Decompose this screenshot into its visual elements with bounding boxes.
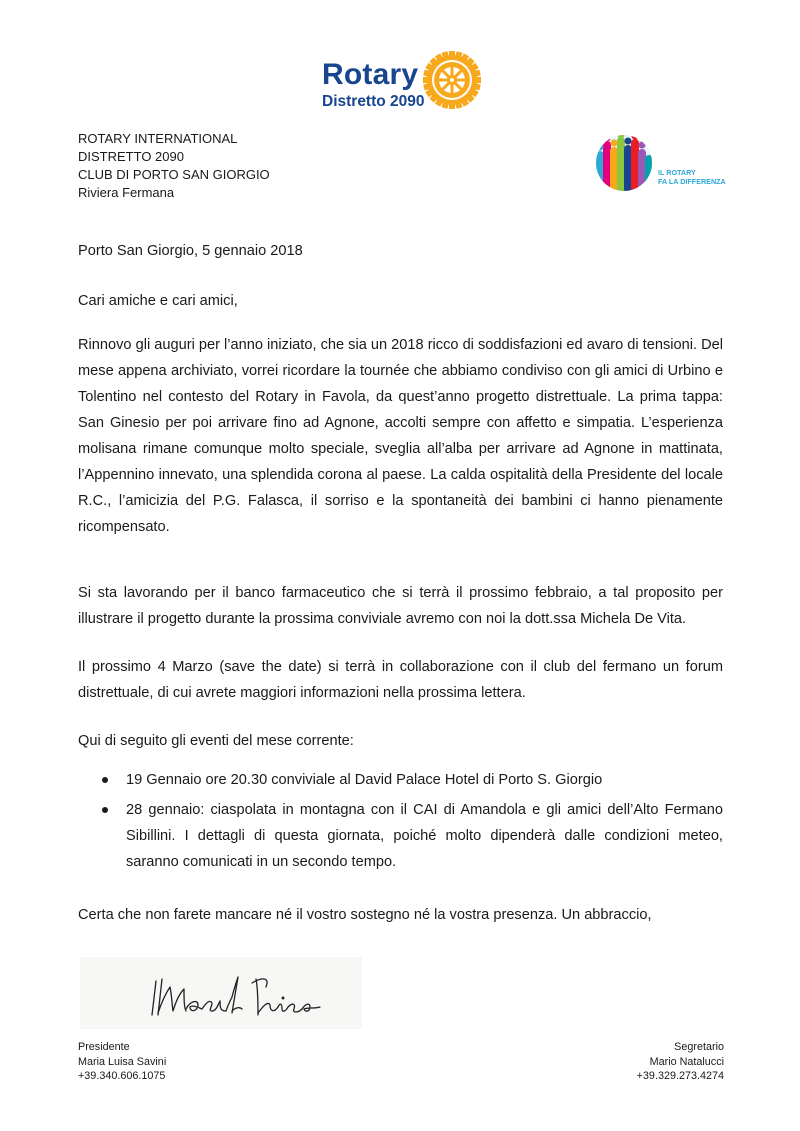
greeting: Cari amiche e cari amici, bbox=[78, 293, 238, 309]
sender-line-organization: ROTARY INTERNATIONAL bbox=[78, 131, 238, 146]
paragraph-forum: Il prossimo 4 Marzo (save the date) si terrà in collaborazione con il club del fermano un forum distrettuale, di cui avrete maggiori informazioni nella prossima lettera. bbox=[78, 659, 723, 701]
bullet-icon bbox=[102, 807, 108, 813]
paragraph-events-intro: Qui di seguito gli eventi del mese corrente: bbox=[78, 733, 354, 749]
paragraph-pharma-bank: Si sta lavorando per il banco farmaceutico che si terrà il prossimo febbraio, a tal proposito per illustrare il progetto durante la prossima conviviale avremo con noi la dott.ssa Michela De Vita. bbox=[78, 585, 723, 627]
paragraph-tour: Rinnovo gli auguri per l’anno iniziato, che sia un 2018 ricco di soddisfazioni ed avaro di tensioni. Del mese appena archiviato, vorrei ricordare la tournée che abbiamo condiviso con gli amici di Urbino e Tolentino nel contesto del Rotary in Favola, da quest’anno progetto distrettuale. La prima tappa: San Ginesio per poi arrivare fino ad Agnone, accolti sempre con affetto e simpatia. L’esperienza molisana rimane comunque molto speciale, sveglia all’alba per arrivare ad Agnone in mattinata, l’Appennino innevato, una splendida corona al paese. La calda ospitalità della Presidente del locale R.C., l’amicizia del P.G. Falasca, il sorriso e la spontaneità dei bambini ci hanno pienamente ricompensato. bbox=[78, 337, 723, 535]
rotary-wheel-icon bbox=[422, 50, 482, 110]
secretary-role: Segretario bbox=[674, 1041, 724, 1053]
signature-icon bbox=[80, 957, 362, 1029]
bullet-icon bbox=[102, 777, 108, 783]
handwritten-signature bbox=[80, 957, 362, 1029]
president-name: Maria Luisa Savini bbox=[78, 1055, 167, 1068]
closing-line: Certa che non farete mancare né il vostro sostegno né la vostra presenza. Un abbraccio, bbox=[78, 907, 652, 923]
list-item bbox=[100, 797, 723, 875]
theme-logo bbox=[594, 133, 734, 193]
secretary-name: Mario Natalucci bbox=[649, 1055, 724, 1068]
footer-president bbox=[78, 1040, 166, 1084]
event-text: 28 gennaio: ciaspolata in montagna con il CAI di Amandola e gli amici dell’Alto Fermano Sibillini. I dettagli di questa giornata, poiché molto dipenderà dalle condizioni meteo, saranno comunicati in un secondo tempo. bbox=[126, 802, 723, 870]
secretary-phone: +39.329.273.4274 bbox=[636, 1070, 724, 1082]
president-phone: +39.340.606.1075 bbox=[78, 1070, 166, 1082]
events-list bbox=[100, 767, 723, 875]
theme-slogan bbox=[658, 168, 726, 186]
logo-district-label: Distretto 2090 bbox=[322, 93, 425, 110]
footer-secretary bbox=[637, 1040, 724, 1084]
president-role: Presidente bbox=[78, 1041, 130, 1053]
theme-slogan-line2: FA LA DIFFERENZA bbox=[658, 177, 726, 186]
sender-line-district: DISTRETTO 2090 bbox=[78, 149, 184, 164]
colorful-people-icon bbox=[594, 133, 654, 193]
sender-line-club: CLUB DI PORTO SAN GIORGIO bbox=[78, 167, 270, 182]
list-item bbox=[100, 767, 723, 793]
sender-block bbox=[78, 130, 270, 202]
place-date: Porto San Giorgio, 5 gennaio 2018 bbox=[78, 243, 303, 259]
sender-line-area: Riviera Fermana bbox=[78, 185, 175, 200]
logo-wordmark: Rotary bbox=[322, 58, 419, 91]
rotary-district-logo bbox=[318, 50, 488, 118]
event-text: 19 Gennaio ore 20.30 conviviale al David Palace Hotel di Porto S. Giorgio bbox=[126, 772, 603, 788]
theme-slogan-line1: IL ROTARY bbox=[658, 168, 696, 177]
